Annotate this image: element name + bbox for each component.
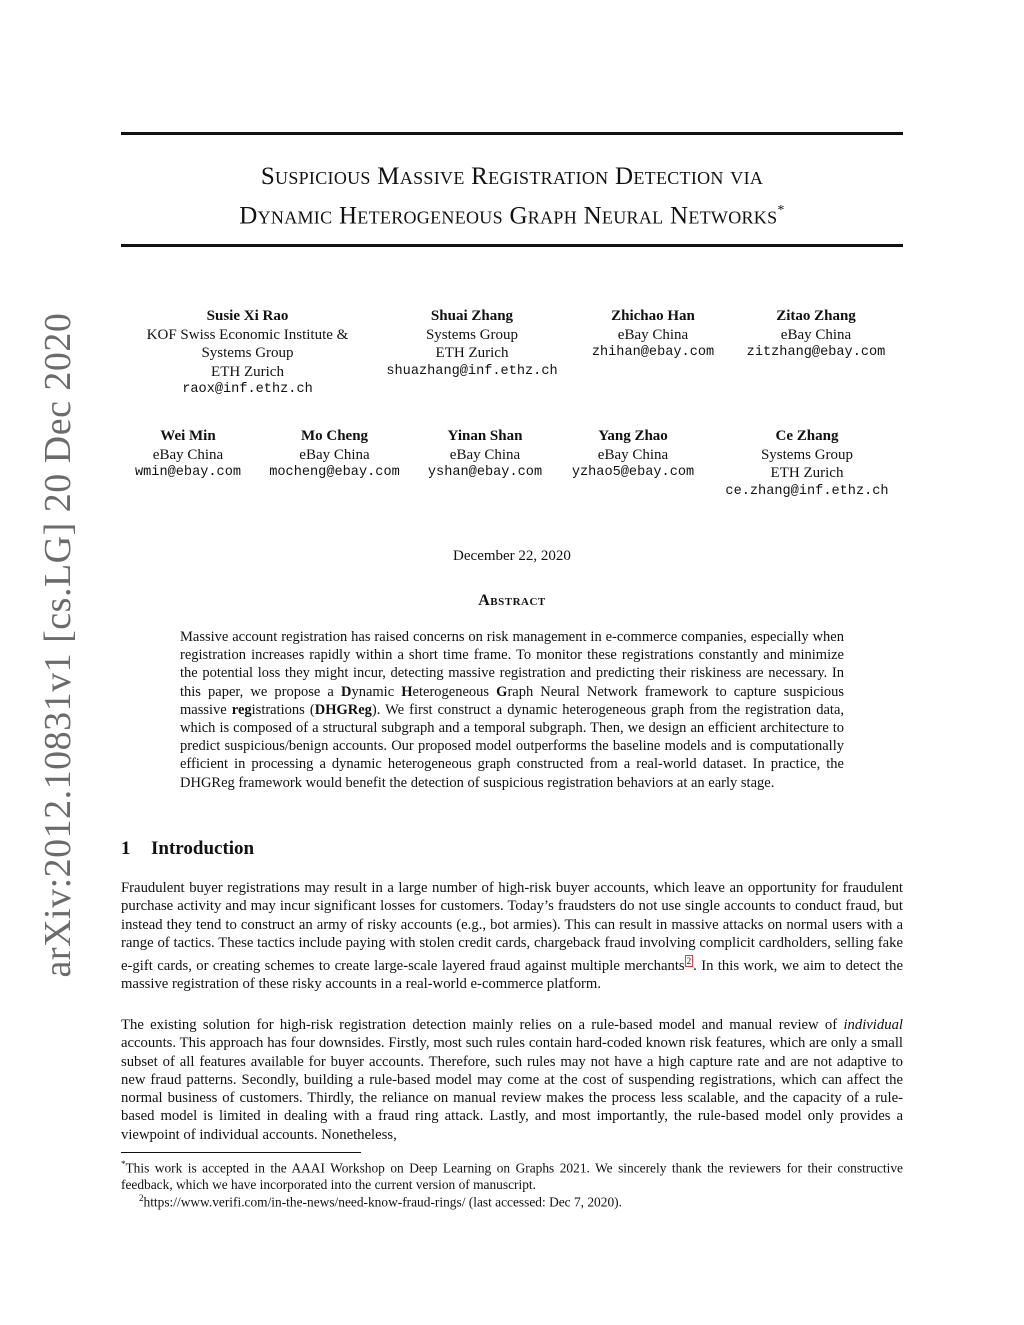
title-bottom-rule — [121, 244, 903, 247]
title-line-2: Dynamic Heterogeneous Graph Neural Networks* — [239, 202, 785, 230]
paper-title — [121, 160, 903, 233]
footnote-1: *This work is accepted in the AAAI Workshop on Deep Learning on Graphs 2021. We sincerely thank the reviewers for their constructive feedback, which we have incorporated into the current version of manuscript. — [121, 1159, 903, 1192]
author-affiliation: ETH Zurich — [211, 363, 284, 380]
author-name: Shuai Zhang — [430, 308, 514, 324]
author-email[interactable]: yshan@ebay.com — [427, 465, 543, 480]
author-affiliation: KOF Swiss Economic Institute & — [146, 326, 349, 343]
author-zitao-zhang — [738, 307, 894, 363]
author-susie-xi-rao — [130, 307, 365, 400]
author-name: Mo Cheng — [300, 428, 369, 444]
author-zhichao-han — [582, 307, 724, 363]
author-name: Zitao Zhang — [776, 308, 856, 324]
footnote-2: $^2$https://www.verifi.com/in-the-news/need-know-fraud-rings/ (last accessed: Dec 7, 2020). — [139, 1193, 622, 1210]
author-affiliation: eBay China — [780, 326, 852, 343]
intro-paragraph-1: Fraudulent buyer registrations may result in a large number of high-risk buyer accounts, which leave an opportunity for fraudulent purchase activity and may incur significant losses for customers. Today’s fraudsters do not use single accounts to conduct fraud, but instead they tend to construct an army of risky accounts (e.g., bot armies). This can result in massive attacks on normal users with a range of tactics. These tactics include paying with stolen credit cards, chargeback fraud involving complicit cardholders, selling fake e-gift cards, or creating schemes to create large-scale layered fraud against multiple merchants $^2$ . In this work, we aim to detect the massive registration of these risky accounts in a real-world e-commerce platform. — [121, 880, 903, 993]
author-email[interactable]: yzhao5@ebay.com — [571, 465, 695, 480]
author-email[interactable]: ce.zhang@inf.ethz.ch — [725, 483, 889, 499]
author-ce-zhang — [712, 427, 902, 501]
author-affiliation: ETH Zurich — [435, 345, 509, 361]
section-heading-introduction — [121, 838, 254, 860]
author-affiliation: Systems Group — [425, 326, 519, 343]
author-yang-zhao — [562, 427, 704, 483]
footnote-url[interactable]: https://www.verifi.com/in-the-news/need-know-fraud-rings/ (last accessed: Dec 7, 2020). — [143, 1194, 622, 1210]
author-affiliation: eBay China — [299, 446, 370, 463]
author-affiliation: eBay China — [617, 326, 689, 343]
title-footnote-mark: * — [777, 203, 785, 218]
author-affiliation: Systems Group — [760, 446, 854, 463]
author-name: Zhichao Han — [611, 308, 695, 324]
author-email[interactable]: zhihan@ebay.com — [591, 345, 715, 360]
intro-paragraph-2: The existing solution for high-risk registration detection mainly relies on a rule-based model and manual review of individual accounts. This approach has four downsides. Firstly, most such rules contain hard-coded known risk features, which are only a small subset of all features available for buyer accounts. Therefore, such rules may not have a high capture rate and are not adaptive to new fraud patterns. Secondly, building a rule-based model may come at the cost of suspending registrations, which can affect the normal business of customers. Thirdly, the reliance on manual review makes the process less scalable, and the capacity of a rule-based model is limited in dealing with a fraud ring attack. Lastly, and most importantly, the rule-based model only provides a viewpoint of individual accounts. Nonetheless, — [121, 1017, 903, 1143]
section-title: Introduction — [151, 838, 255, 859]
author-name: Wei Min — [160, 428, 216, 444]
author-affiliation: eBay China — [152, 446, 224, 463]
author-affiliation: eBay China — [449, 446, 521, 463]
author-name: Yinan Shan — [447, 428, 523, 444]
author-email[interactable]: wmin@ebay.com — [134, 465, 242, 480]
author-shuai-zhang — [372, 307, 572, 381]
paper-date: December 22, 2020 — [453, 548, 571, 564]
abstract-body: Massive account registration has raised concerns on risk management in e-commerce companies, especially when registration increases rapidly within a short time frame. To monitor these registrations constantly and minimize the potential loss they might incur, detecting massive registration and predicting their riskiness are necessary. In this paper, we propose a Dynamic Heterogeneous Graph Neural Network framework to capture suspicious massive registrations (DHGReg). We first construct a dynamic heterogeneous graph from the registration data, which is composed of a structural subgraph and a temporal subgraph. Then, we design an efficient architecture to predict suspicious/benign accounts. Our proposed model outperforms the baseline models and is computationally efficient in processing a dynamic heterogeneous graph constructed from a real-world dataset. In practice, the DHGReg framework would benefit the detection of suspicious registration behaviors at an early stage. — [180, 629, 845, 791]
title-top-rule — [121, 132, 903, 135]
author-wei-min — [124, 427, 252, 483]
author-affiliation: Systems Group — [201, 345, 294, 361]
author-affiliation: eBay China — [597, 446, 669, 463]
author-yinan-shan — [418, 427, 552, 483]
section-number: 1 — [121, 838, 131, 859]
author-email[interactable]: shuazhang@inf.ethz.ch — [386, 363, 558, 379]
author-email[interactable]: zitzhang@ebay.com — [746, 345, 886, 360]
author-name: Susie Xi Rao — [206, 308, 289, 324]
author-name: Yang Zhao — [598, 428, 668, 444]
author-mo-cheng — [262, 427, 407, 483]
author-email[interactable]: raox@inf.ethz.ch — [182, 382, 313, 397]
author-affiliation: ETH Zurich — [770, 465, 844, 481]
footnote-link-2[interactable]: 2 — [686, 956, 692, 967]
arxiv-stamp: arXiv:2012.10831v1 [cs.LG] 20 Dec 2020 — [37, 312, 79, 978]
author-email[interactable]: mocheng@ebay.com — [269, 465, 400, 480]
author-name: Ce Zhang — [775, 428, 839, 444]
abstract-heading: Abstract — [478, 592, 546, 609]
footnote-rule — [121, 1152, 361, 1153]
title-line-1: Suspicious Massive Registration Detection via — [260, 163, 764, 190]
